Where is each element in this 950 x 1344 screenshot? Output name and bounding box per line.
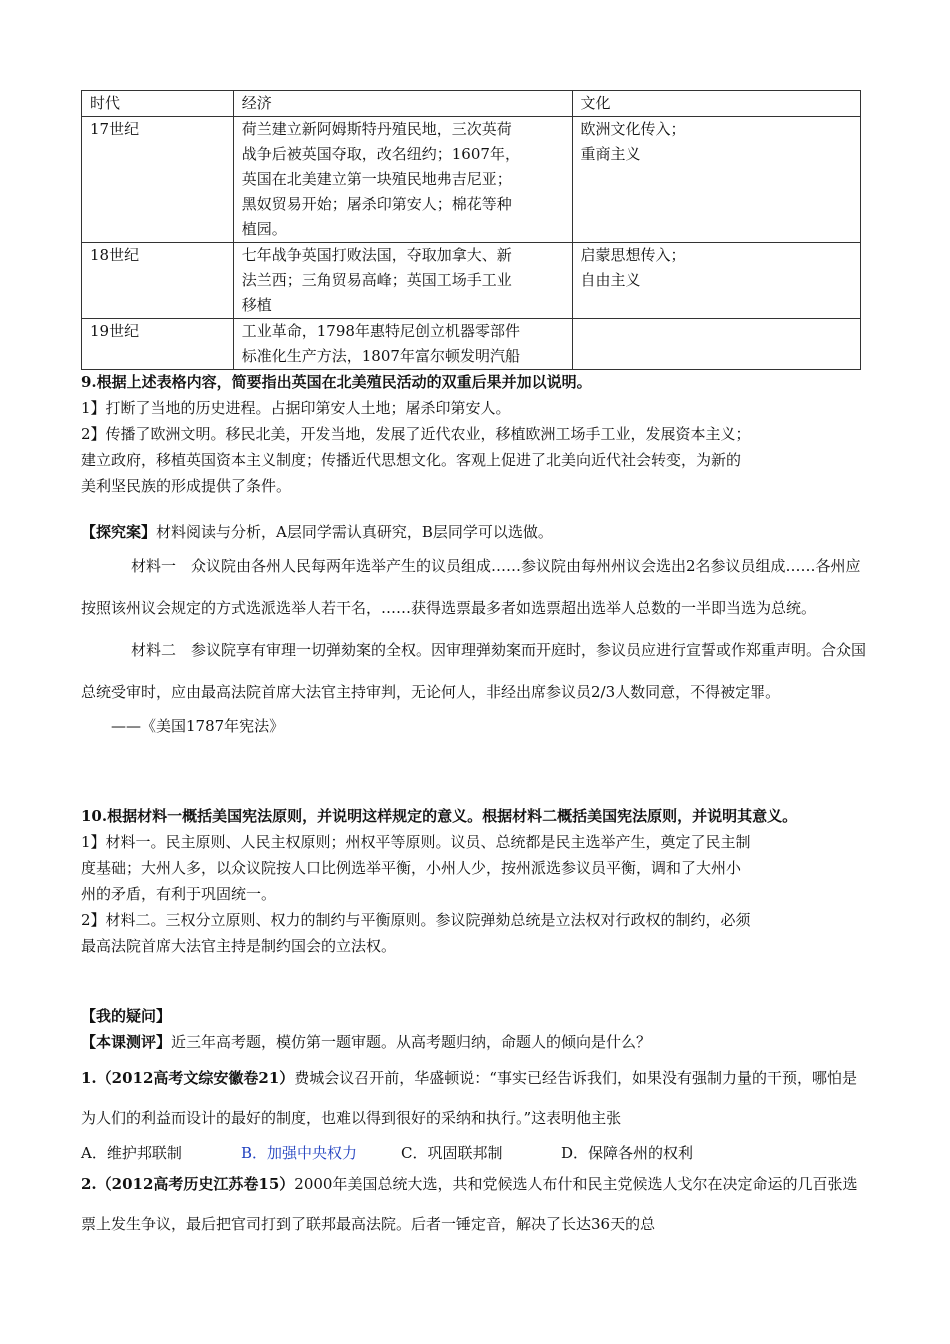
table-row bbox=[82, 117, 861, 243]
doubt-heading: 【我的疑问】 bbox=[81, 1007, 172, 1025]
answer-line: 最高法院首席大法官主持是制约国会的立法权。 bbox=[81, 937, 397, 955]
item-2-label: 2.（2012高考历史江苏卷15） bbox=[81, 1175, 295, 1193]
culture-line: 自由主义 bbox=[580, 271, 641, 289]
economy-line: 移植 bbox=[241, 296, 272, 314]
era-table bbox=[81, 90, 861, 370]
economy-line: 七年战争英国打败法国，夺取加拿大、新 bbox=[241, 246, 512, 264]
explore-section bbox=[81, 519, 871, 739]
option-c: C．巩固联邦制 bbox=[401, 1144, 503, 1162]
economy-line: 标准化生产方法，1807年富尔顿发明汽船 bbox=[241, 347, 520, 365]
explore-intro-text: 材料阅读与分析，A层同学需认真研究，B层同学可以选做。 bbox=[156, 523, 553, 541]
culture-cell bbox=[572, 243, 861, 319]
question-10-text: 10.根据材料一概括美国宪法原则，并说明这样规定的意义。根据材料二概括美国宪法原则，并说明其意义。 bbox=[81, 807, 798, 825]
review-heading: 【本课测评】 bbox=[81, 1033, 172, 1051]
era-cell: 17世纪 bbox=[82, 117, 234, 243]
economy-line: 法兰西；三角贸易高峰；英国工场手工业 bbox=[241, 271, 512, 289]
culture-line: 欧洲文化传入； bbox=[580, 120, 686, 138]
item-2-text: 2000年美国总统大选，共和党候选人布什和民主党候选人戈尔在决定命运的几百张选票上发生争议，最后把官司打到了联邦最高法院。后者一锤定音，解决了长达36天的总 bbox=[81, 1175, 858, 1233]
test-item-1 bbox=[81, 1058, 871, 1168]
economy-line: 战争后被英国夺取，改名纽约；1607年， bbox=[241, 145, 520, 163]
table-row bbox=[82, 243, 861, 319]
review-text: 近三年高考题，模仿第一题审题。从高考题归纳，命题人的倾向是什么？ bbox=[171, 1033, 652, 1051]
answer-line: 美利坚民族的形成提供了条件。 bbox=[81, 477, 292, 495]
era-cell: 18世纪 bbox=[82, 243, 234, 319]
answer-line: 1】打断了当地的历史进程。占据印第安人土地；屠杀印第安人。 bbox=[81, 399, 511, 417]
economy-line: 英国在北美建立第一块殖民地弗吉尼亚； bbox=[241, 170, 512, 188]
economy-cell bbox=[233, 319, 572, 370]
question-9-text: 9.根据上述表格内容，简要指出英国在北美殖民活动的双重后果并加以说明。 bbox=[81, 373, 592, 391]
answer-line: 1】材料一。民主原则、人民主权原则；州权平等原则。议员、总统都是民主选举产生，奠定了民主制 bbox=[81, 833, 751, 851]
material-source: ——《美国1787年宪法》 bbox=[111, 717, 285, 735]
answer-line: 建立政府，移植英国资本主义制度；传播近代思想文化。客观上促进了北美向近代社会转变，为新的 bbox=[81, 451, 742, 469]
header-economy: 经济 bbox=[233, 91, 572, 117]
era-cell: 19世纪 bbox=[82, 319, 234, 370]
culture-line: 重商主义 bbox=[580, 145, 641, 163]
economy-cell bbox=[233, 243, 572, 319]
question-10-section bbox=[81, 804, 871, 959]
item-2-stem bbox=[81, 1164, 871, 1244]
explore-intro bbox=[81, 519, 871, 545]
material-two: 材料二 参议院享有审理一切弹劾案的全权。因审理弹劾案而开庭时，参议员应进行宣誓或作郑重声明。合众国总统受审时，应由最高法院首席大法官主持审判，无论何人，非经出席参议员2/3人数同意，不得被定罪。 bbox=[81, 641, 867, 701]
test-item-2 bbox=[81, 1164, 871, 1244]
table-row bbox=[82, 319, 861, 370]
option-a: A．维护邦联制 bbox=[81, 1144, 182, 1162]
option-d: D．保障各州的权利 bbox=[561, 1144, 694, 1162]
economy-line: 黑奴贸易开始；屠杀印第安人；棉花等种 bbox=[241, 195, 512, 213]
header-culture: 文化 bbox=[572, 91, 861, 117]
table-header-row bbox=[82, 91, 861, 117]
economy-line: 植园。 bbox=[241, 220, 287, 238]
answer-line: 2】材料二。三权分立原则、权力的制约与平衡原则。参议院弹劾总统是立法权对行政权的制约，必须 bbox=[81, 911, 751, 929]
review-line bbox=[81, 1029, 871, 1055]
item-1-text: 费城会议召开前，华盛顿说：“事实已经告诉我们，如果没有强制力量的干预，哪怕是为人们的利益而设计的最好的制度，也难以得到很好的采纳和执行。”这表明他主张 bbox=[81, 1069, 857, 1127]
item-1-label: 1.（2012高考文综安徽卷21） bbox=[81, 1069, 295, 1087]
answer-line: 度基础；大州人多，以众议院按人口比例选举平衡，小州人少，按州派选参议员平衡，调和了大州小 bbox=[81, 859, 742, 877]
economy-line: 荷兰建立新阿姆斯特丹殖民地，三次英荷 bbox=[241, 120, 512, 138]
answer-line: 2】传播了欧洲文明。移民北美，开发当地，发展了近代农业，移植欧洲工场手工业，发展资本主义； bbox=[81, 425, 751, 443]
economy-line: 工业革命，1798年惠特尼创立机器零部件 bbox=[241, 322, 520, 340]
culture-cell bbox=[572, 117, 861, 243]
explore-heading: 【探究案】 bbox=[81, 523, 157, 541]
review-section bbox=[81, 1003, 871, 1055]
economy-cell bbox=[233, 117, 572, 243]
option-b: B．加强中央权力 bbox=[241, 1144, 358, 1162]
question-9-section bbox=[81, 370, 871, 499]
culture-line: 启蒙思想传入； bbox=[580, 246, 686, 264]
culture-cell bbox=[572, 319, 861, 370]
answer-line: 州的矛盾，有利于巩固统一。 bbox=[81, 885, 277, 903]
header-era: 时代 bbox=[82, 91, 234, 117]
item-1-stem bbox=[81, 1058, 871, 1138]
material-one: 材料一 众议院由各州人民每两年选举产生的议员组成……参议院由每州州议会选出2名参议员组成……各州应按照该州议会规定的方式选派选举人若干名，……获得选票最多者如选票超出选举人总数的一半即当选为总统。 bbox=[81, 557, 861, 617]
